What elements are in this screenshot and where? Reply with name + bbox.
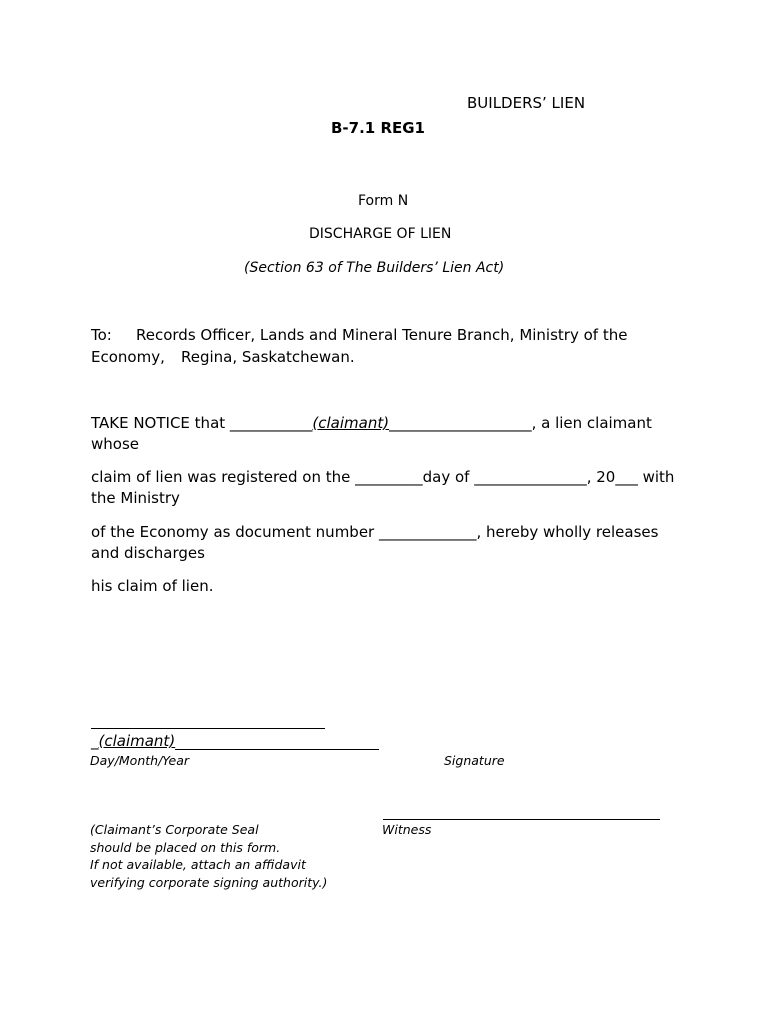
seal-note-line-3: If not available, attach an affidavit <box>90 857 306 872</box>
notice-p3-line-2: and discharges <box>91 544 205 562</box>
notice-p4: his claim of lien. <box>91 577 214 595</box>
form-name: Form N <box>358 193 409 209</box>
witness-line <box>383 819 660 820</box>
addressee-line-2b: Regina, Saskatchewan. <box>181 348 355 366</box>
notice-p1-line-2: whose <box>91 435 139 453</box>
notice-p1-start: TAKE NOTICE that ___________ <box>91 414 313 432</box>
seal-note-line-1: (Claimant’s Corporate Seal <box>90 822 259 837</box>
date-line <box>91 728 325 729</box>
form-section-reference: (Section 63 of The Builders’ Lien Act) <box>244 260 505 276</box>
signature-claimant-row <box>91 732 175 750</box>
notice-p1-end: ___________________, a lien claimant <box>389 414 652 432</box>
seal-note-line-4: verifying corporate signing authority.) <box>90 875 328 890</box>
notice-p2-line-1: claim of lien was registered on the _________day of _______________, 20___ with <box>91 468 675 486</box>
witness-label: Witness <box>382 822 432 837</box>
notice-p2-line-2: the Ministry <box>91 489 180 507</box>
act-title: BUILDERS’ LIEN <box>467 94 586 112</box>
signature-claimant-placeholder: (claimant) <box>98 732 176 750</box>
notice-p3-line-1: of the Economy as document number _____________, hereby wholly releases <box>91 523 659 541</box>
claimant-prefix: _ <box>91 732 99 750</box>
addressee-line-2a: Economy, <box>91 348 165 366</box>
addressee-line-1: Records Officer, Lands and Mineral Tenure Branch, Ministry of the <box>136 326 628 344</box>
claimant-placeholder: (claimant) <box>312 414 390 432</box>
form-heading: DISCHARGE OF LIEN <box>309 226 452 242</box>
signature-line <box>175 749 379 750</box>
regulation-number: B-7.1 REG1 <box>331 119 425 137</box>
seal-note-line-2: should be placed on this form. <box>90 840 281 855</box>
signature-label: Signature <box>444 753 505 768</box>
notice-paragraph-1 <box>91 414 652 432</box>
date-label: Day/Month/Year <box>90 753 190 768</box>
to-label: To: <box>91 326 112 344</box>
